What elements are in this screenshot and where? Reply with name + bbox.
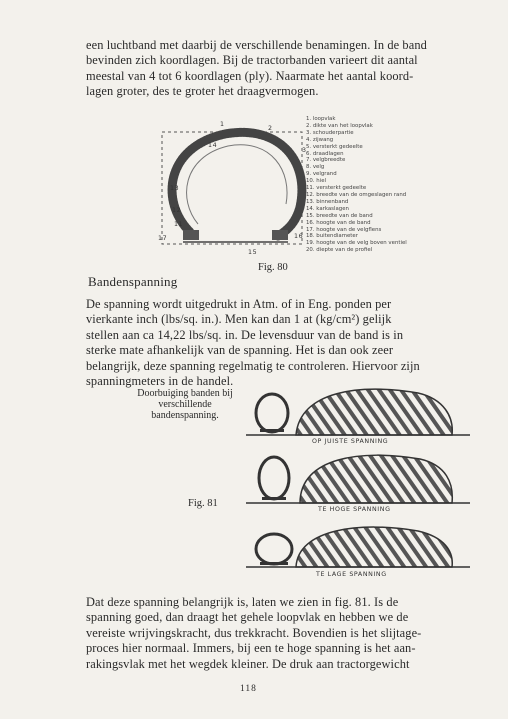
bead-left [183,230,199,240]
part-number: 17 [158,235,168,242]
part-number: 14 [208,142,218,149]
text-line: spanningmeters in de handel. [86,374,234,389]
fig80-legend [306,116,472,254]
tire-section-low [256,534,292,564]
legend-item: 2. dikte van het loopvlak [306,122,373,129]
inner-tube-line [187,145,287,224]
bead-right [272,230,288,240]
legend-item: 16. hoogte van de band [306,219,371,226]
legend-item: 7. velgbreedte [306,157,346,164]
intro-paragraph [86,38,472,100]
legend-item: 12. breedte van de omgeslagen rand [306,191,407,198]
part-number: 3 [302,147,307,154]
pressure-label: TE LAGE SPANNING [316,571,387,578]
part-number: 13 [170,185,180,192]
pressure-label: OP JUISTE SPANNING [312,438,389,445]
part-number: 1 [220,121,225,128]
part-number: 12 [172,207,182,214]
legend-item: 20. diepte van de profiel [306,247,373,254]
fig81-caption: Fig. 81 [188,498,218,509]
text-line: lagen groter, des te groter het draagvermogen. [86,84,319,99]
legend-item: 8. velg [306,164,325,171]
text-line: vereiste wrijvingskracht, dus trekkracht. Bovendien is het slijtage- [86,625,422,640]
legend-item: 10. hiel [306,178,327,185]
text-line: rakingsvlak met het wegdek kleiner. De druk aan tractorgewicht [86,656,410,671]
tire-side-high [300,455,452,503]
part-number: 15 [248,249,258,256]
legend-item: 19. hoogte van de velg boven ventiel [306,240,407,247]
tire-side-correct [296,389,452,435]
bottom-paragraph [86,595,472,672]
tire-section-correct [256,394,288,432]
tire-row-correct [246,389,470,445]
pressure-label: TE HOGE SPANNING [318,506,391,513]
text-line: spanning goed, dan draagt het gehele loopvlak en hebben we de [86,610,409,625]
page-number: 118 [240,684,257,694]
tire-carcass [172,132,302,236]
text-line: meestal van 4 tot 6 koordlagen (ply). Naarmate het aantal koord- [86,68,414,83]
legend-item: 1. loopvlak [306,116,336,122]
text-line: een luchtband met daarbij de verschillende benamingen. In de band [86,38,427,52]
text-line: belangrijk, deze spanning regelmatig te controleren. Hiervoor zijn [86,358,420,373]
part-number: 11 [174,221,184,228]
legend-item: 6. draadlagen [306,150,344,157]
spanning-paragraph [86,297,472,389]
section-heading: Bandenspanning [88,274,178,289]
legend-item: 4. zijwang [306,136,334,143]
legend-item: 18. buitendiameter [306,233,358,240]
tire-section-high [259,457,289,499]
part-number: 16 [294,233,304,240]
text-line: bevinden zich koordlagen. Bij de tractorbanden varieert dit aantal [86,53,418,68]
legend-item: 11. versterkt gedeelte [306,185,367,192]
fig80-caption: Fig. 80 [258,262,288,273]
text-line: sterke mate afhankelijk van de spanning. Het is dan ook zeer [86,343,394,358]
tire-side-low [296,527,452,567]
legend-item: 17. hoogte van de velgflens [306,226,382,233]
text-line: Dat deze spanning belangrijk is, laten we zien in fig. 81. Is de [86,595,399,609]
text-line: stellen aan ca 14,22 lbs/sq. in. De levensduur van de band is in [86,327,404,342]
text-line: vierkante inch (lbs/sq. in.). Men kan dan 1 at (kg/cm²) gelijk [86,312,392,327]
tire-row-low [246,527,470,578]
legend-item: 13. binnenband [306,198,349,205]
legend-item: 15. breedte van de band [306,212,373,219]
legend-item: 3. schouderpartie [306,129,354,136]
text-line: proces hier normaal. Immers, bij een te hoge spanning is het aan- [86,641,416,656]
part-number: 2 [268,125,273,132]
text-line: De spanning wordt uitgedrukt in Atm. of in Eng. ponden per [86,297,392,311]
tire-pressure-figure [240,383,470,583]
legend-item: 5. versterkt gedeelte [306,143,363,150]
legend-item: 9. velgrand [306,171,337,178]
legend-item: 14. karkaslagen [306,205,349,212]
tire-row-high [246,455,470,513]
fig81-note: Doorbuiging banden bij verschillende bandenspanning. [137,388,233,421]
